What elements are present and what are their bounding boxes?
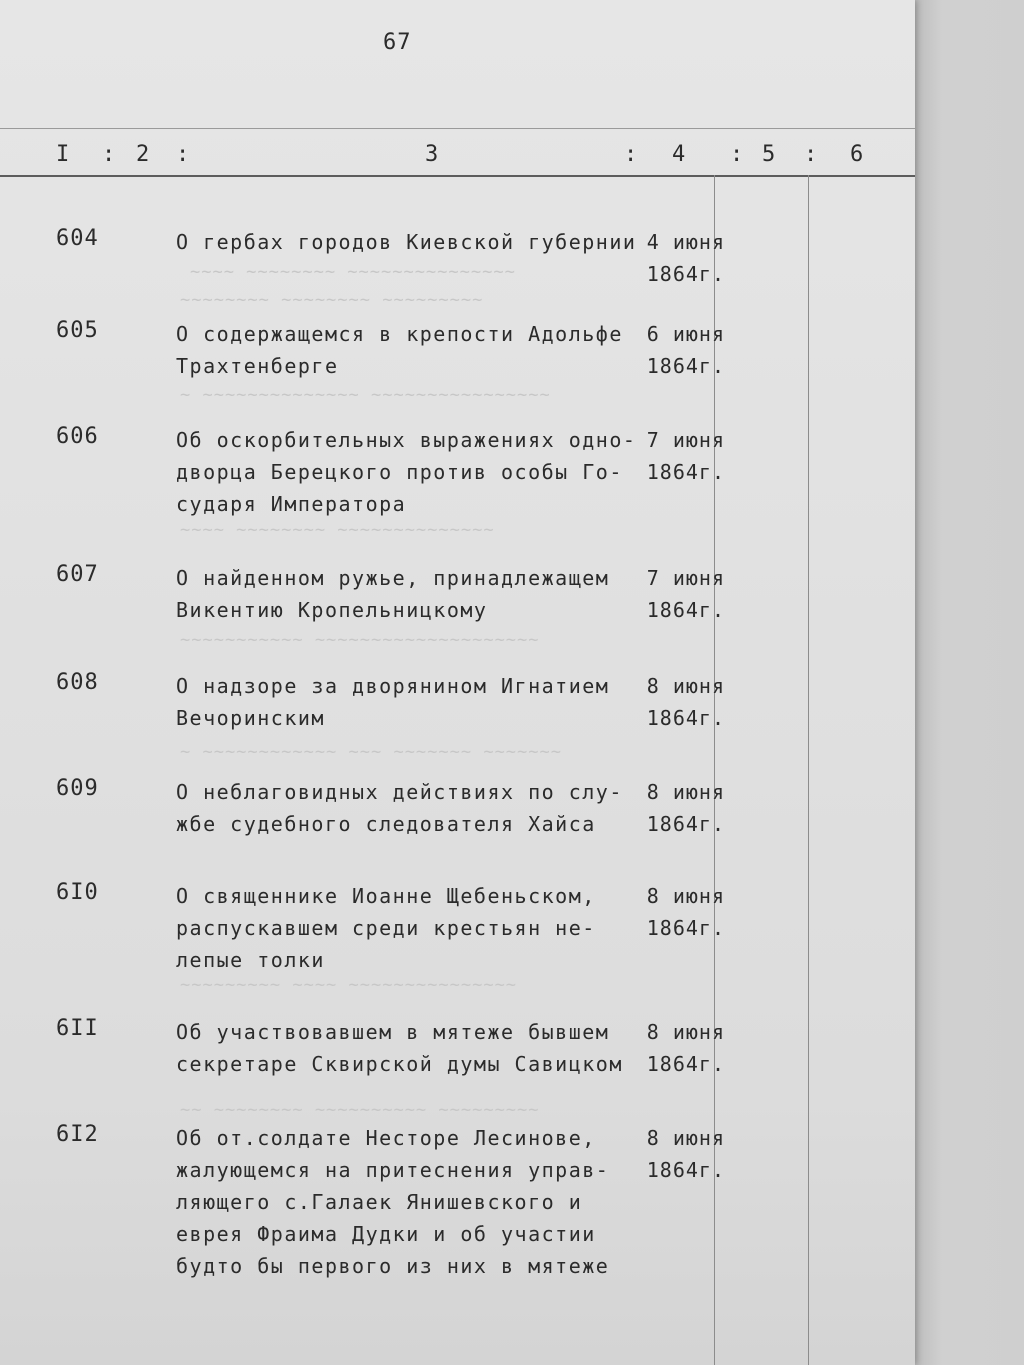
entry-title-line: сударя Императора [176, 492, 407, 516]
entry-title-line: Об участвовавшем в мятеже бывшем [176, 1020, 610, 1044]
entry-title [176, 776, 636, 840]
header-col5: 5 [762, 142, 778, 167]
entry-number: 604 [56, 226, 99, 251]
bleed-through-text: ~~~~ ~~~~~~~~ ~~~~~~~~~~~~~~ [180, 520, 495, 540]
entry-title-line: секретаре Сквирской думы Савицком [176, 1052, 623, 1076]
entry-date [630, 318, 725, 382]
header-top-rule [0, 128, 915, 129]
entry-date-day: 6 июня [646, 322, 725, 346]
entry-date-year: 1864г. [646, 354, 725, 378]
entry-title-line: О священнике Иоанне Щебеньском, [176, 884, 596, 908]
header-separator: : [624, 142, 638, 167]
header-col4: 4 [672, 142, 688, 167]
entry-date-year: 1864г. [646, 1052, 725, 1076]
entry-date-year: 1864г. [646, 916, 725, 940]
entry-title-line: ляющего с.Галаек Янишевского и [176, 1190, 583, 1214]
entry-number: 6I2 [56, 1122, 99, 1147]
entry-date-year: 1864г. [646, 262, 725, 286]
entry-title-line: дворца Берецкого против особы Го- [176, 460, 623, 484]
entry-date-day: 4 июня [646, 230, 725, 254]
entry-title-line: еврея Фраима Дудки и об участии [176, 1222, 596, 1246]
entry-number: 6I0 [56, 880, 99, 905]
entry-date-day: 7 июня [646, 428, 725, 452]
bleed-through-text: ~ ~~~~~~~~~~~~~~ ~~~~~~~~~~~~~~~~ [180, 385, 551, 405]
entry-title-line: лепые толки [176, 948, 325, 972]
entry-title [176, 880, 636, 976]
entry-date [630, 562, 725, 626]
entry-date-day: 8 июня [646, 674, 725, 698]
header-separator: : [176, 142, 190, 167]
entry-number: 608 [56, 670, 99, 695]
entry-title [176, 318, 636, 382]
entry-date [630, 776, 725, 840]
header-col3: 3 [425, 142, 441, 167]
entry-title-line: распускавшем среди крестьян не- [176, 916, 596, 940]
entry-date-year: 1864г. [646, 460, 725, 484]
entry-title [176, 1016, 636, 1080]
page-edge [915, 0, 1024, 1365]
bleed-through-text: ~~~~ ~~~~~~~~ ~~~~~~~~~~~~~~~ [190, 262, 516, 282]
column-rule [808, 175, 809, 1365]
entry-number: 6II [56, 1016, 99, 1041]
header-bottom-rule [0, 175, 915, 177]
entry-date [630, 226, 725, 290]
entry-title-line: жбе судебного следователя Хайса [176, 812, 596, 836]
entry-date-year: 1864г. [646, 598, 725, 622]
entry-date [630, 880, 725, 944]
bleed-through-text: ~~~~~~~~ ~~~~~~~~ ~~~~~~~~~ [180, 290, 484, 310]
page-number: 67 [383, 30, 412, 55]
entry-title [176, 562, 636, 626]
entry-title-line: будто бы первого из них в мятеже [176, 1254, 610, 1278]
bleed-through-text: ~ ~~~~~~~~~~~~ ~~~ ~~~~~~~ ~~~~~~~ [180, 742, 562, 762]
entry-date-day: 8 июня [646, 1126, 725, 1150]
header-separator: : [804, 142, 818, 167]
entry-number: 605 [56, 318, 99, 343]
entry-date-day: 8 июня [646, 884, 725, 908]
entry-title [176, 424, 636, 520]
header-col6: 6 [850, 142, 866, 167]
entry-title-line: О надзоре за дворянином Игнатием [176, 674, 610, 698]
entry-title [176, 226, 636, 258]
bleed-through-text: ~~~~~~~~~ ~~~~ ~~~~~~~~~~~~~~~ [180, 975, 518, 995]
entry-title-line: О найденном ружье, принадлежащем [176, 566, 610, 590]
entry-title-line: О содержащемся в крепости Адольфе [176, 322, 623, 346]
entry-number: 606 [56, 424, 99, 449]
entry-title [176, 1122, 636, 1282]
header-col2: 2 [136, 142, 152, 167]
bleed-through-text: ~~ ~~~~~~~~ ~~~~~~~~~~ ~~~~~~~~~ [180, 1100, 540, 1120]
entry-date [630, 424, 725, 488]
entry-title-line: Трахтенберге [176, 354, 339, 378]
entry-date-year: 1864г. [646, 812, 725, 836]
header-separator: : [730, 142, 744, 167]
entry-number: 609 [56, 776, 99, 801]
entry-title-line: жалующемся на притеснения управ- [176, 1158, 610, 1182]
entry-title-line: Об от.солдате Несторе Лесинове, [176, 1126, 596, 1150]
entry-date [630, 670, 725, 734]
entry-date-year: 1864г. [646, 706, 725, 730]
entry-date-day: 8 июня [646, 780, 725, 804]
header-col1: I [56, 142, 72, 167]
entry-title-line: Вечоринским [176, 706, 325, 730]
entry-date-day: 7 июня [646, 566, 725, 590]
entry-date [630, 1016, 725, 1080]
entry-date-day: 8 июня [646, 1020, 725, 1044]
entry-title-line: Об оскорбительных выражениях одно- [176, 428, 637, 452]
entry-date-year: 1864г. [646, 1158, 725, 1182]
entry-title-line: Викентию Кропельницкому [176, 598, 488, 622]
entry-title-line: О неблаговидных действиях по слу- [176, 780, 623, 804]
header-separator: : [102, 142, 116, 167]
entry-date [630, 1122, 725, 1186]
entry-title-line: О гербах городов Киевской губернии [176, 230, 637, 254]
entry-title [176, 670, 636, 734]
entry-number: 607 [56, 562, 99, 587]
bleed-through-text: ~~~~~~~~~~~ ~~~~~~~~~~~~~~~~~~~~ [180, 630, 540, 650]
